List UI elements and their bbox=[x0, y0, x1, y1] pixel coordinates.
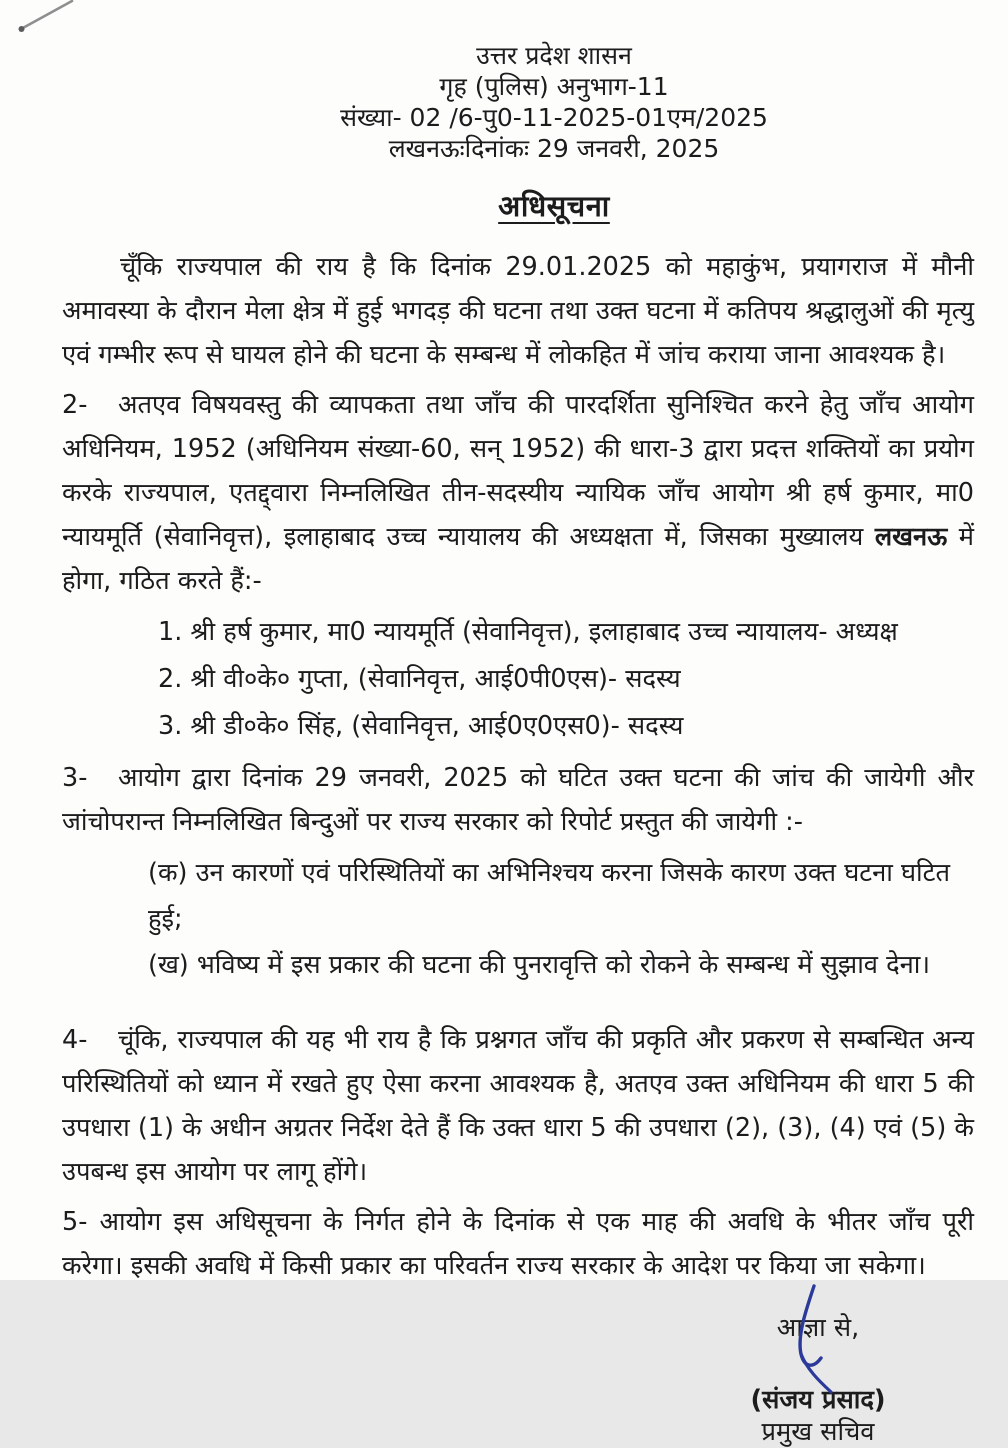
member-item-chairman: 1. श्री हर्ष कुमार, मा0 न्यायमूर्ति (सेवानिवृत्त), इलाहाबाद उच्च न्यायालय- अध्यक्ष bbox=[158, 617, 898, 647]
paragraph-2-number: 2- bbox=[62, 390, 88, 420]
department-section-line: गृह (पुलिस) अनुभाग-11 bbox=[439, 72, 669, 101]
paragraph-2-text-tail: में होगा, गठित करते हैं:- bbox=[62, 522, 975, 596]
by-order-text: आज्ञा से, bbox=[776, 1313, 860, 1343]
member-item-3: 3. श्री डी०के० सिंह, (सेवानिवृत्त, आई0ए0एस0)- सदस्य bbox=[158, 711, 684, 741]
signature-gap bbox=[708, 1344, 928, 1384]
commission-members-list bbox=[158, 609, 974, 750]
headquarters-city-bold: लखनऊ bbox=[874, 522, 948, 552]
reference-number: संख्या- 02 /6-पु0-11-2025-01एम/2025 bbox=[340, 103, 768, 132]
paragraph-1: चूँकि राज्यपाल की राय है कि दिनांक 29.01.2025 को महाकुंभ, प्रयागराज में मौनी अमावस्या के दौरान मेला क्षेत्र में हुई भगदड़ की घटना तथा उक्त घटना में कतिपय श्रद्धालुओं की मृत्यु एवं गम्भीर रूप से घायल होने की घटना के सम्बन्ध में लोकहित में जांच कराया जाना आवश्यक है। bbox=[62, 252, 974, 370]
government-name: उत्तर प्रदेश शासन bbox=[476, 41, 632, 70]
signatory-name: (संजय प्रसाद) bbox=[750, 1385, 886, 1415]
point-item-ka: (क) उन कारणों एवं परिस्थितियों का अभिनिश्चय करना जिसके कारण उक्त घटना घटित हुई; bbox=[148, 858, 951, 934]
document-title-text: अधिसूचना bbox=[498, 189, 610, 223]
paragraph-5: 5- आयोग इस अधिसूचना के निर्गत होने के दिनांक से एक माह की अवधि के भीतर जाँच पूरी करेगा। इसकी अवधि में किसी प्रकार का परिवर्तन राज्य सरकार के आदेश पर किया जा सकेगा। bbox=[62, 1207, 974, 1281]
member-item-2: 2. श्री वी०के० गुप्ता, (सेवानिवृत्त, आई0पी0एस)- सदस्य bbox=[158, 664, 681, 694]
pen-scratch-mark bbox=[8, 0, 92, 40]
inquiry-points-list bbox=[148, 850, 974, 988]
letterhead bbox=[62, 40, 974, 164]
paragraph-3-text: आयोग द्वारा दिनांक 29 जनवरी, 2025 को घटित उक्त घटना की जांच की जायेगी और जांचोपरान्त निम्नलिखित बिन्दुओं पर राज्य सरकार को रिपोर्ट प्रस्तुत की जायेगी :- bbox=[62, 763, 974, 837]
signatory-designation: प्रमुख सचिव bbox=[761, 1417, 875, 1447]
point-item-kha: (ख) भविष्य में इस प्रकार की घटना की पुनरावृत्ति को रोकने के सम्बन्ध में सुझाव देना। bbox=[148, 950, 931, 980]
paragraph-4 bbox=[62, 1018, 974, 1194]
paragraph-4-number: 4- bbox=[62, 1025, 88, 1055]
paragraph-2 bbox=[62, 383, 974, 603]
paragraph-2-text: अतएव विषयवस्तु की व्यापकता तथा जाँच की पारदर्शिता सुनिश्चित करने हेतु जाँच आयोग अधिनियम, 1952 (अधिनियम संख्या-60, सन् 1952) की धारा-3 द्वारा प्रदत्त शक्तियों का प्रयोग करके राज्यपाल, एतद्द्वारा निम्नलिखित तीन-सदस्यीय न्यायिक जाँच आयोग श्री हर्ष कुमार, मा0 न्यायमूर्ति (सेवानिवृत्त), इलाहाबाद उच्च न्यायालय की अध्यक्षता में, जिसका मुख्यालय bbox=[62, 390, 974, 552]
paragraph-4-text: चूंकि, राज्यपाल की यह भी राय है कि प्रश्नगत जाँच की प्रकृति और प्रकरण से सम्बन्धित अन्य परिस्थितियों को ध्यान में रखते हुए ऐसा करना आवश्यक है, अतएव उक्त अधिनियम की धारा 5 की उपधारा (1) के अधीन अग्रतर निर्देश देते हैं कि उक्त धारा 5 की उपधारा (2), (3), (4) एवं (5) के उपबन्ध इस आयोग पर लागू होंगे। bbox=[62, 1025, 974, 1187]
document-title bbox=[62, 186, 974, 225]
paragraph-3-number: 3- bbox=[62, 763, 88, 793]
place-date-line: लखनऊःदिनांकः 29 जनवरी, 2025 bbox=[388, 134, 720, 163]
signature-block bbox=[708, 1312, 928, 1448]
paragraph-3 bbox=[62, 756, 974, 844]
